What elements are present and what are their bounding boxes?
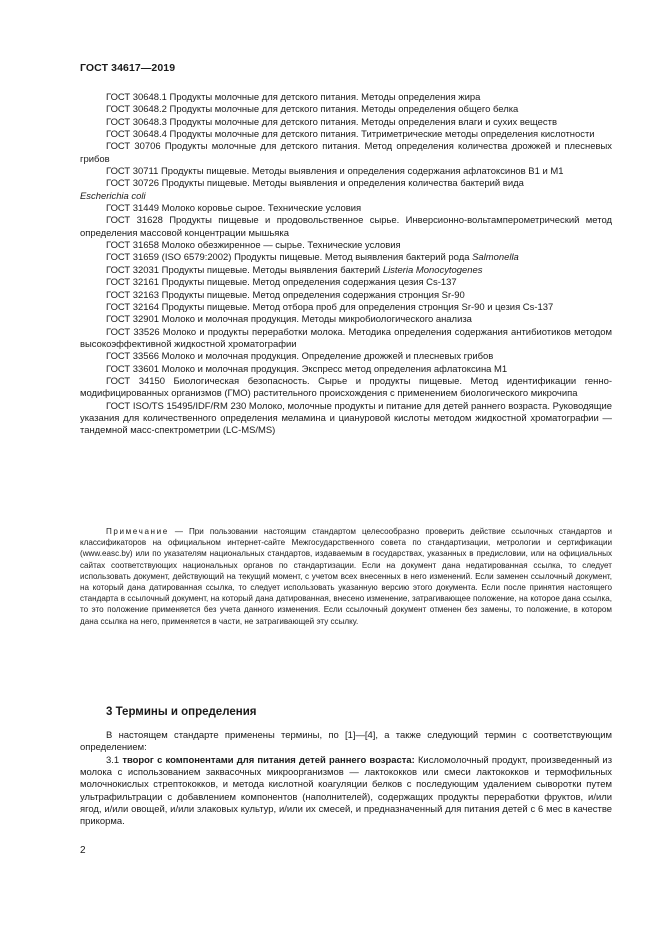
reference-item: ГОСТ 30648.3 Продукты молочные для детского питания. Методы определения влаги и сухих веществ bbox=[106, 116, 557, 128]
reference-item: ГОСТ 31628 Продукты пищевые и продовольственное сырье. Инверсионно-вольтамперометрический метод определения массовой концентрации мышьяка bbox=[80, 215, 612, 239]
terms-section bbox=[80, 730, 612, 829]
note-paragraph bbox=[80, 526, 612, 627]
reference-item: ГОСТ ISO/TS 15495/IDF/RM 230 Молоко, молочные продукты и питание для детей раннего возраста. Руководящие указания для количественного определения меламина и циануровой кислоты методом жидкостной хроматографии — тандемной масс-спектрометрии (LC-MS/MS) bbox=[80, 400, 612, 437]
reference-item: ГОСТ 32163 Продукты пищевые. Метод определения содержания стронция Sr-90 bbox=[106, 289, 465, 301]
section-intro: В настоящем стандарте применены термины, по [1]—[4], а также следующий термин с соответствующим определением: bbox=[80, 730, 612, 754]
term-definition-text: Кисломолочный продукт, произведенный из молока с использованием заквасочных микроорганизмов — лактококков или смеси лактококков и термофильных молочнокислых стрептококков, и метода кислотной коагуляции белков с последующим удалением сыворотки путем ультрафильтрации с добавлением компонентов (наполнителей), содержащих продукты переработки фруктов, и/или ягод, и/или овощей, и/или злаковых культур, и/или их смесей, и предназначенный для питания детей с 6 мес в качестве прикорма. bbox=[80, 754, 613, 828]
term-number: 3.1 bbox=[106, 754, 120, 766]
species-name: Listeria Monocytogenes bbox=[382, 264, 483, 276]
page-number: 2 bbox=[80, 845, 86, 856]
reference-item: ГОСТ 30648.1 Продукты молочные для детского питания. Методы определения жира bbox=[106, 92, 481, 103]
reference-item: ГОСТ 30706 Продукты молочные для детского питания. Метод определения количества дрожжей и плесневых грибов bbox=[80, 141, 612, 165]
species-name: Escherichia coli bbox=[80, 190, 146, 202]
term-name: творог с компонентами для питания детей раннего возраста: bbox=[122, 754, 415, 766]
section-title: 3 Термины и определения bbox=[106, 706, 257, 718]
reference-item bbox=[80, 252, 612, 264]
reference-text: ГОСТ 32031 Продукты пищевые. Методы выявления бактерий bbox=[106, 264, 381, 276]
reference-note bbox=[80, 526, 612, 627]
reference-item: ГОСТ 32901 Молоко и молочная продукция. Методы микробиологического анализа bbox=[106, 314, 472, 326]
reference-item: ГОСТ 34150 Биологическая безопасность. Сырье и продукты пищевые. Метод идентификации генно-модифицированных организмов (ГМО) растительного происхождения с применением биологического микрочипа bbox=[80, 375, 612, 400]
reference-item: ГОСТ 32161 Продукты пищевые. Метод определения содержания цезия Cs-137 bbox=[106, 277, 457, 289]
note-label: Примечание bbox=[106, 527, 169, 536]
reference-item: ГОСТ 31658 Молоко обезжиренное — сырье. Технические условия bbox=[106, 240, 401, 252]
reference-item: ГОСТ 33601 Молоко и молочная продукция. Экспресс метод определения афлатоксина M1 bbox=[106, 363, 508, 375]
reference-item: ГОСТ 30711 Продукты пищевые. Методы выявления и определения содержания афлатоксинов B1 и M1 bbox=[106, 166, 564, 178]
note-text: — При пользовании настоящим стандартом целесообразно проверить действие ссылочных стандартов и классификаторов на официальном интернет-сайте Межгосударственного совета по стандартизации, метрологии и сертификации (www.easc.by) или по указателям национальных стандартов, издаваемым в государствах, указанных в предисловии, или на официальных сайтах соответствующих национальных органов по стандартизации. Если на документ дана недатированная ссылка, то следует использовать документ, действующий на текущий момент, с учетом всех внесенных в него изменений. Если заменен ссылочный документ, на который дана датированная ссылка, то следует использовать указанную версию этого документа. Если после принятия настоящего стандарта в ссылочный документ, на который дана датированная, внесено изменение, затрагивающее положение, на которое дана ссылка, то это положение применяется без учета данного изменения. Если ссылочный документ отменен без замены, то положение, в котором дана ссылка на него, применяется в части, не затрагивающей эту ссылку. bbox=[80, 527, 612, 626]
reference-item bbox=[80, 178, 612, 203]
reference-item bbox=[80, 265, 612, 277]
reference-text: ГОСТ 31659 (ISO 6579:2002) Продукты пищевые. Метод выявления бактерий рода bbox=[106, 252, 470, 264]
document-header: ГОСТ 34617—2019 bbox=[80, 62, 176, 74]
term-definition bbox=[80, 755, 612, 829]
reference-item: ГОСТ 33526 Молоко и продукты переработки молока. Методика определения содержания антибиотиков методом высокоэффективной жидкостной хроматографии bbox=[80, 326, 612, 350]
reference-item: ГОСТ 31449 Молоко коровье сырое. Технические условия bbox=[106, 203, 362, 215]
normative-references-list bbox=[80, 92, 612, 438]
reference-item: ГОСТ 30648.4 Продукты молочные для детского питания. Титриметрические методы определения кислотности bbox=[106, 129, 595, 141]
species-name: Salmonella bbox=[472, 252, 519, 264]
reference-item: ГОСТ 30648.2 Продукты молочные для детского питания. Методы определения общего белка bbox=[106, 104, 519, 116]
reference-item: ГОСТ 32164 Продукты пищевые. Метод отбора проб для определения стронция Sr-90 и цезия Cs-137 bbox=[106, 301, 554, 313]
reference-text: ГОСТ 30726 Продукты пищевые. Методы выявления и определения количества бактерий вида bbox=[106, 178, 524, 190]
reference-item: ГОСТ 33566 Молоко и молочная продукция. Определение дрожжей и плесневых грибов bbox=[106, 351, 494, 363]
